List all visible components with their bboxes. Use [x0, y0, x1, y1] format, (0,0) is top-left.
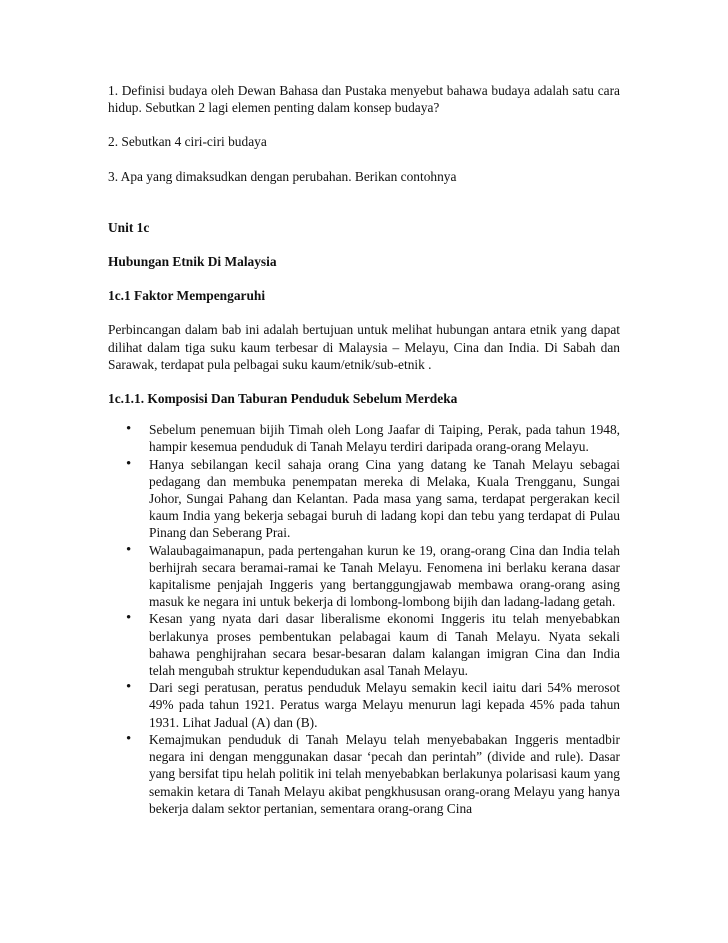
question-3: 3. Apa yang dimaksudkan dengan perubahan. Berikan contohnya [108, 168, 457, 184]
list-item: • Kemajmukan penduduk di Tanah Melayu telah menyebabakan Inggeris mentadbir negara ini dengan menggunakan dasar ‘pecah dan perintah” (divide and rule). Dasar yang bersifat tipu helah politik ini telah menyebabkan berlakunya polarisasi kaum yang semakin ketara di Tanah Melayu akibat pengkhususan orang-orang Melayu yang hanya bekerja dalam sektor pertanian, sementara orang-orang Cina [108, 731, 620, 817]
list-item: • Hanya sebilangan kecil sahaja orang Cina yang datang ke Tanah Melayu sebagai pedagang dan membuka penempatan mereka di Melaka, Kuala Trengganu, Sungai Johor, Sungai Pahang dan Kelantan. Pada masa yang sama, terdapat pergerakan kecil kaum India yang bekerja sebagai buruh di ladang kopi dan tebu yang terdapat di Pulau Pinang dan Seberang Prai. [108, 456, 620, 542]
section-title: 1c.1 Faktor Mempengaruhi [108, 288, 266, 304]
list-item: • Kesan yang nyata dari dasar liberalisme ekonomi Inggeris itu telah menyebabkan berlakunya proses pembentukan pelabagai kaum di Tanah Melayu. Nyata sekali bahawa penghijrahan secara besar-besaran dalam kalangan imigran Cina dan India telah mengubah struktur kependudukan asal Tanah Melayu. [108, 610, 620, 679]
list-item: • Walaubagaimanapun, pada pertengahan kurun ke 19, orang-orang Cina dan India telah berhijrah secara beramai-ramai ke Tanah Melayu. Fenomena ini berlaku kerana dasar kapitalisme penjajah Inggeris yang bertanggungjawab membawa orang-orang asing masuk ke negara ini untuk bekerja di lombong-lombong bijih dan ladang-ladang getah. [108, 542, 620, 611]
unit-heading: Unit 1c [108, 219, 150, 235]
subsection-title: 1c.1.1. Komposisi Dan Taburan Penduduk Sebelum Merdeka [108, 391, 458, 407]
bullet-list [108, 421, 620, 817]
document-page [108, 82, 620, 817]
intro-paragraph: Perbincangan dalam bab ini adalah bertujuan untuk melihat hubungan antara etnik yang dapat dilihat dalam tiga suku kaum terbesar di Malaysia – Melayu, Cina dan India. Di Sabah dan Sarawak, terdapat pula pelbagai suku kaum/etnik/sub-etnik . [108, 322, 620, 372]
question-1: 1. Definisi budaya oleh Dewan Bahasa dan Pustaka menyebut bahawa budaya adalah satu cara hidup. Sebutkan 2 lagi elemen penting dalam konsep budaya? [108, 83, 620, 116]
list-item: • Dari segi peratusan, peratus penduduk Melayu semakin kecil iaitu dari 54% merosot 49% pada tahun 1921. Peratus warga Melayu menurun lagi kepada 45% pada tahun 1931. Lihat Jadual (A) dan (B). [108, 679, 620, 731]
chapter-title: Hubungan Etnik Di Malaysia [108, 254, 277, 270]
question-2: 2. Sebutkan 4 ciri-ciri budaya [108, 134, 267, 150]
list-item: • Sebelum penemuan bijih Timah oleh Long Jaafar di Taiping, Perak, pada tahun 1948, hampir kesemua penduduk di Tanah Melayu terdiri daripada orang-orang Melayu. [108, 421, 620, 455]
